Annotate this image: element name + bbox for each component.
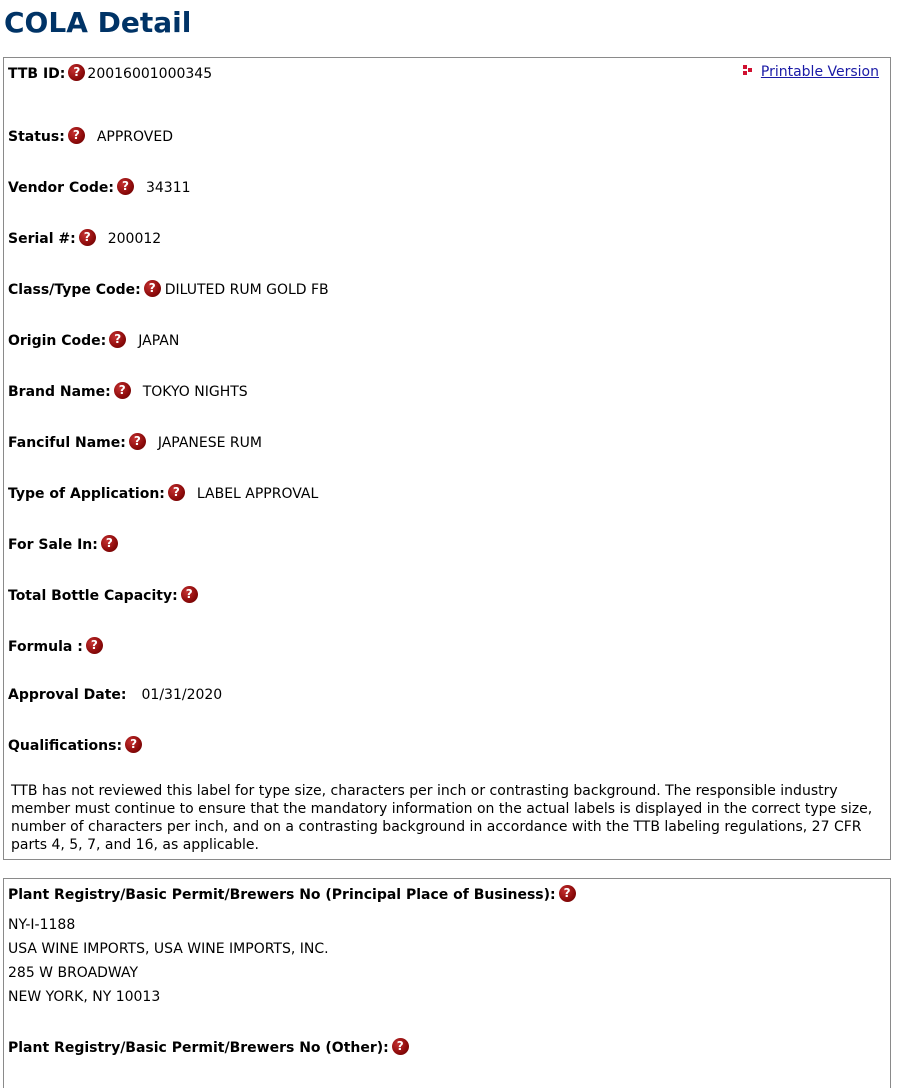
principal-plant-label: Plant Registry/Basic Permit/Brewers No (Principal Place of Business): [8, 887, 556, 903]
help-icon[interactable]: ? [392, 1038, 409, 1055]
field-formula [8, 637, 103, 657]
ttb-id-value: 20016001000345 [87, 66, 213, 82]
origin-label: Origin Code: [8, 333, 107, 349]
help-icon[interactable]: ? [68, 64, 85, 81]
qualifications-label: Qualifications: [8, 738, 123, 754]
help-icon[interactable]: ? [144, 280, 161, 297]
field-fanciful-name [8, 433, 262, 453]
cola-detail-panel [3, 57, 891, 860]
field-total-bottle-capacity [8, 586, 198, 606]
class-type-value: DILUTED RUM GOLD FB [164, 282, 329, 298]
street-address: 285 W BROADWAY [8, 965, 139, 981]
help-icon[interactable]: ? [101, 535, 118, 552]
field-type-of-application [8, 484, 318, 504]
page-title: COLA Detail [4, 6, 192, 39]
serial-label: Serial #: [8, 231, 76, 247]
other-plant-heading [8, 1038, 409, 1058]
bottle-capacity-label: Total Bottle Capacity: [8, 588, 178, 604]
help-icon[interactable]: ? [114, 382, 131, 399]
help-icon[interactable]: ? [86, 637, 103, 654]
formula-label: Formula : [8, 639, 83, 655]
help-icon[interactable]: ? [79, 229, 96, 246]
status-value: APPROVED [96, 129, 173, 145]
field-origin [8, 331, 179, 351]
fanciful-name-label: Fanciful Name: [8, 435, 126, 451]
help-icon[interactable]: ? [117, 178, 134, 195]
field-status [8, 127, 173, 147]
field-serial [8, 229, 161, 249]
qualifications-disclaimer: TTB has not reviewed this label for type size, characters per inch or contrasting background. The responsible industry member must continue to ensure that the mandatory information on the actual labels is displayed in the correct type size, number of characters per inch, and on a contrasting background in accordance with the TTB labeling regulations, 27 CFR parts 4, 5, 7, and 16, as applicable. [11, 783, 873, 853]
other-plant-label: Plant Registry/Basic Permit/Brewers No (Other): [8, 1040, 389, 1056]
permit-number: NY-I-1188 [8, 917, 76, 933]
field-ttb-id [8, 64, 212, 84]
help-icon[interactable]: ? [125, 736, 142, 753]
vendor-code-label: Vendor Code: [8, 180, 114, 196]
help-icon[interactable]: ? [109, 331, 126, 348]
field-approval-date [8, 685, 222, 705]
printable-version[interactable] [743, 62, 879, 82]
field-vendor-code [8, 178, 191, 198]
principal-plant-heading [8, 885, 576, 905]
class-type-label: Class/Type Code: [8, 282, 141, 298]
status-label: Status: [8, 129, 65, 145]
approval-date-label: Approval Date: [8, 687, 127, 703]
printable-version-link[interactable]: Printable Version [760, 64, 879, 80]
help-icon[interactable]: ? [68, 127, 85, 144]
field-qualifications [8, 736, 142, 756]
serial-value: 200012 [107, 231, 162, 247]
fanciful-name-value: JAPANESE RUM [157, 435, 262, 451]
vendor-code-value: 34311 [145, 180, 191, 196]
field-class-type [8, 280, 329, 300]
ttb-id-label: TTB ID: [8, 66, 66, 82]
city-state-zip: NEW YORK, NY 10013 [8, 989, 161, 1005]
help-icon[interactable]: ? [559, 885, 576, 902]
for-sale-in-label: For Sale In: [8, 537, 98, 553]
application-type-label: Type of Application: [8, 486, 165, 502]
origin-value: JAPAN [138, 333, 180, 349]
field-brand-name [8, 382, 248, 402]
help-icon[interactable]: ? [181, 586, 198, 603]
plant-registry-panel [3, 878, 891, 1088]
field-for-sale-in [8, 535, 118, 555]
help-icon[interactable]: ? [168, 484, 185, 501]
brand-name-label: Brand Name: [8, 384, 111, 400]
company-name: USA WINE IMPORTS, USA WINE IMPORTS, INC. [8, 941, 329, 957]
approval-date-value: 01/31/2020 [141, 687, 223, 703]
application-type-value: LABEL APPROVAL [196, 486, 319, 502]
brand-name-value: TOKYO NIGHTS [142, 384, 248, 400]
help-icon[interactable]: ? [129, 433, 146, 450]
printer-icon[interactable] [743, 65, 753, 75]
